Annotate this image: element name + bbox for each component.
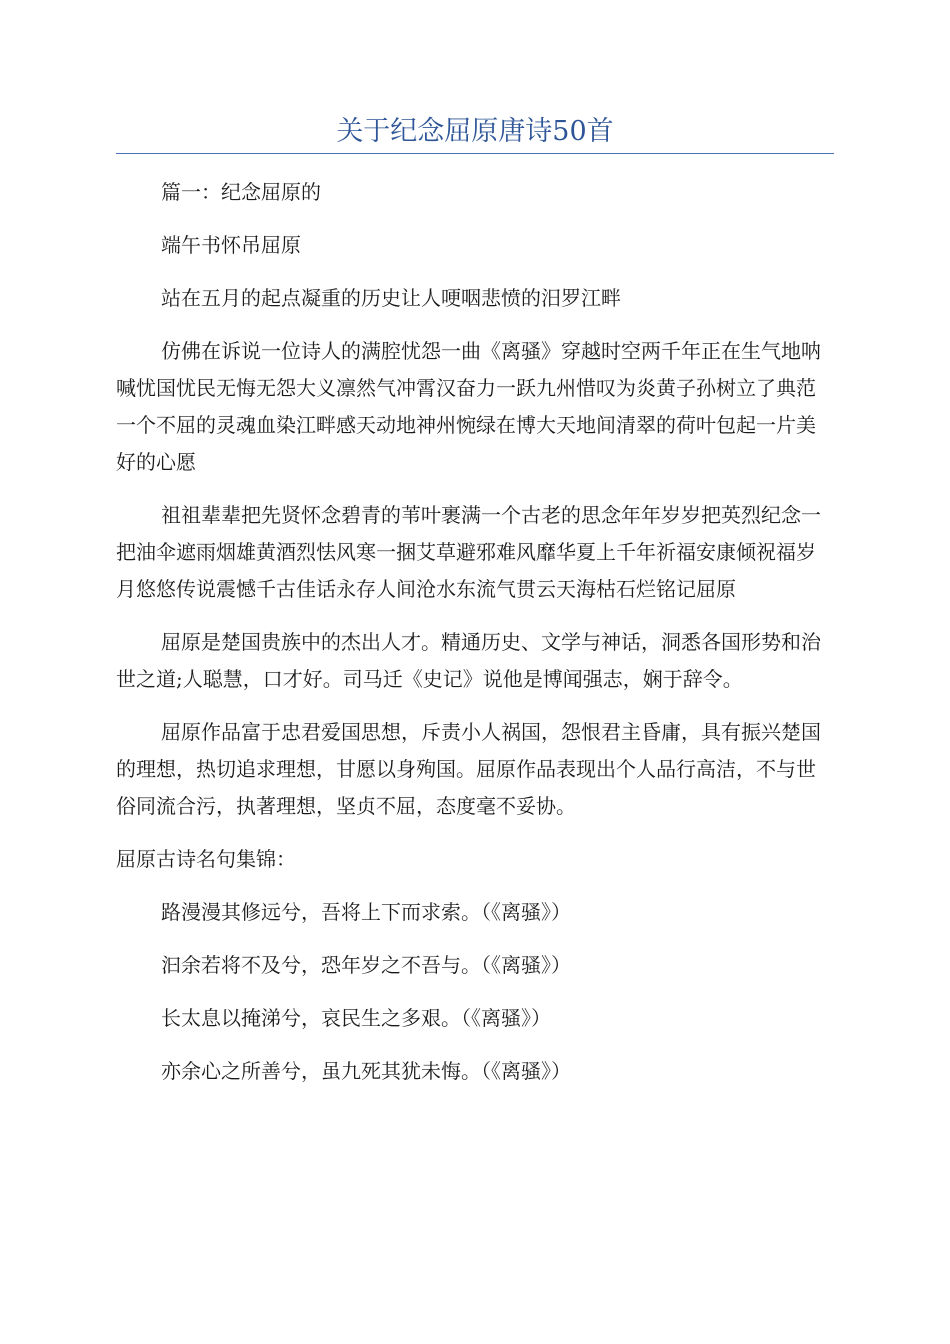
- paragraph-5: 祖祖辈辈把先贤怀念碧青的苇叶裹满一个古老的思念年年岁岁把英烈纪念一把油伞遮雨烟雄黄酒烈怯风寒一捆艾草避邪难风靡华夏上千年祈福安康倾祝福岁月悠悠传说震憾千古佳话永存人间沧水东流气贯云天海枯石烂铭记屈原: [116, 503, 821, 601]
- paragraph-6: 屈原是楚国贵族中的杰出人才。精通历史、文学与神话，洞悉各国形势和治世之道;人聪慧，口才好。司马迁《史记》说他是博闻强志，娴于辞令。: [116, 630, 821, 691]
- title-divider: [116, 153, 834, 154]
- quote-2: 汩余若将不及兮，恐年岁之不吾与。（《离骚》）: [161, 953, 571, 977]
- paragraph-3: 站在五月的起点凝重的历史让人哽咽悲愤的汨罗江畔: [161, 286, 621, 310]
- quote-3: 长太息以掩涕兮，哀民生之多艰。（《离骚》）: [161, 1006, 551, 1030]
- quote-1: 路漫漫其修远兮，吾将上下而求索。（《离骚》）: [161, 900, 571, 924]
- paragraph-4: 仿佛在诉说一位诗人的满腔忧怨一曲《离骚》穿越时空两千年正在生气地呐喊忧国忧民无悔无怨大义凛然气冲霄汉奋力一跃九州惜叹为炎黄子孙树立了典范一个不屈的灵魂血染江畔感天动地神州惋绿在博大天地间清翠的荷叶包起一片美好的心愿: [116, 339, 821, 474]
- paragraph-7: 屈原作品富于忠君爱国思想，斥责小人祸国，怨恨君主昏庸，具有振兴楚国的理想，热切追求理想，甘愿以身殉国。屈原作品表现出个人品行高洁，不与世俗同流合污，执著理想，坚贞不屈，态度毫不妥协。: [116, 720, 821, 818]
- section-heading: 屈原古诗名句集锦：: [116, 847, 296, 871]
- quote-4: 亦余心之所善兮，虽九死其犹未悔。（《离骚》）: [161, 1059, 571, 1083]
- document-body: [116, 174, 834, 1106]
- paragraph-1: 篇一：纪念屈原的: [161, 180, 321, 204]
- page-title: 关于纪念屈原唐诗50首: [336, 116, 614, 147]
- paragraph-2: 端午书怀吊屈原: [161, 233, 301, 257]
